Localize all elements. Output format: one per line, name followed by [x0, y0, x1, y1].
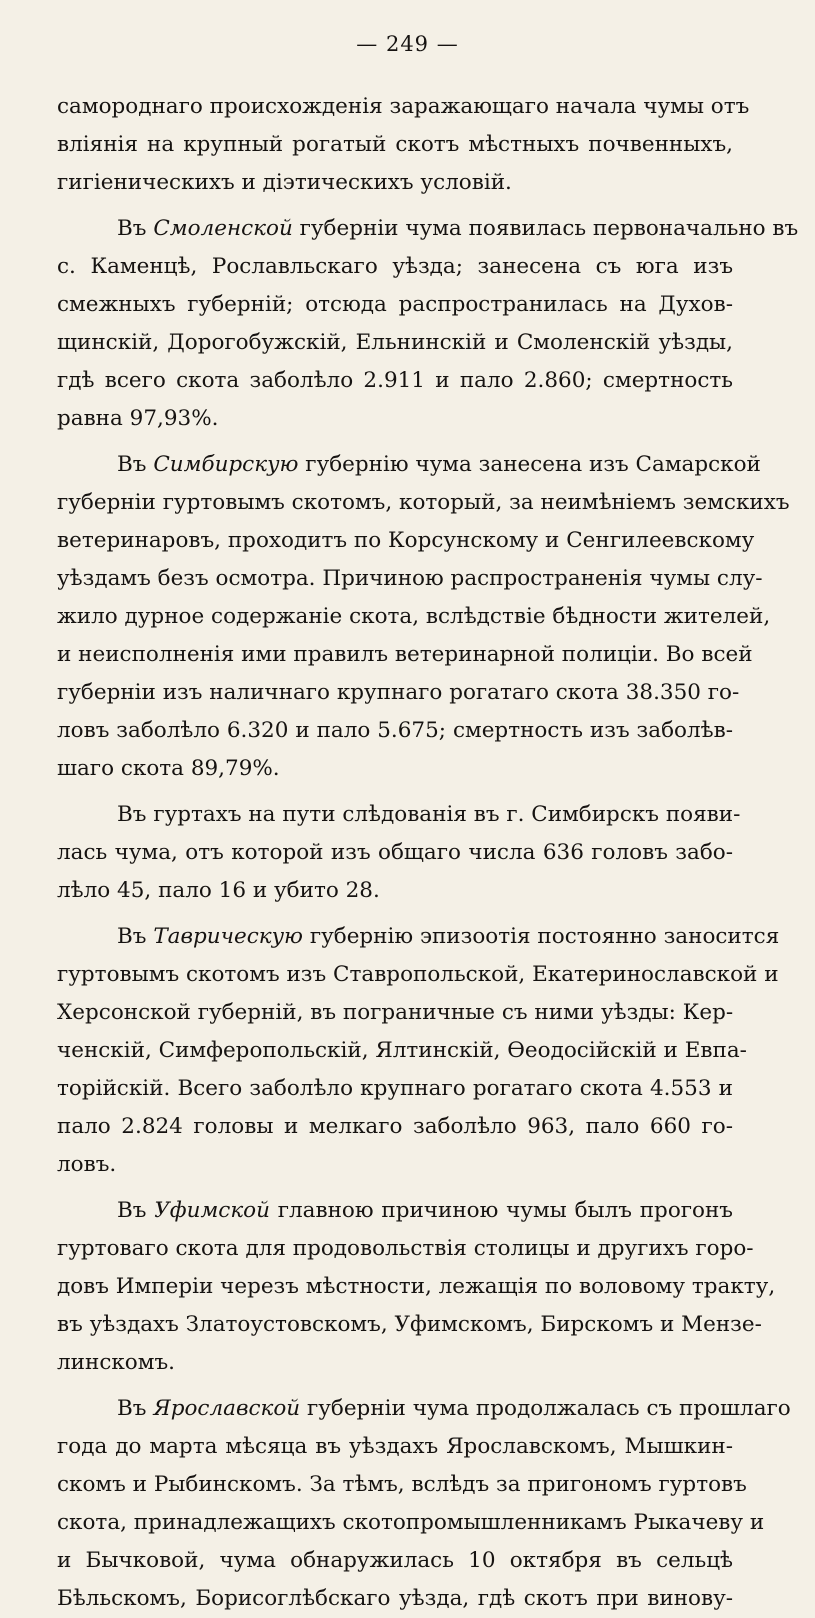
text-line: скомъ и Рыбинскомъ. За тѣмъ, вслѣдъ за пригономъ гуртовъ — [57, 1472, 747, 1497]
text-line: Въ гуртахъ на пути слѣдованія въ г. Симбирскъ появи- — [117, 802, 741, 827]
text-line: ловъ. — [57, 1152, 117, 1177]
text-line: года до марта мѣсяца въ уѣздахъ Ярославскомъ, Мышкин- — [57, 1434, 733, 1459]
text-line: губерніи изъ наличнаго крупнаго рогатаго скота 38.350 го- — [57, 680, 740, 705]
text-line: гуртоваго скота для продовольствія столицы и другихъ горо- — [57, 1236, 754, 1261]
text-line: Въ Уфимской главною причиною чумы былъ прогонъ — [117, 1198, 733, 1223]
text-line: пало 2.824 головы и мелкаго заболѣло 963, пало 660 го- — [57, 1114, 733, 1139]
text-line: линскомъ. — [57, 1350, 175, 1375]
text-line: лась чума, отъ которой изъ общаго числа 636 головъ забо- — [57, 840, 733, 865]
text-line: ченскій, Симферопольскій, Ялтинскій, Ѳеодосійскій и Евпа- — [57, 1038, 747, 1063]
text-line: равна 97,93%. — [57, 406, 219, 431]
italic-place-name: Смоленской — [153, 216, 293, 241]
text-line: гдѣ всего скота заболѣло 2.911 и пало 2.860; смертность — [57, 368, 733, 393]
body-text — [57, 88, 799, 1618]
italic-place-name: Уфимской — [154, 1198, 270, 1223]
text-line: довъ Имперіи черезъ мѣстности, лежащія по воловому тракту, — [57, 1274, 776, 1299]
text-line: смежныхъ губерній; отсюда распространилась на Духов- — [57, 292, 733, 317]
text-line: ветеринаровъ, проходитъ по Корсунскому и Сенгилеевскому — [57, 528, 755, 553]
text-line: Въ Таврическую губернію эпизоотія постоянно заносится — [117, 924, 780, 949]
text-line: шаго скота 89,79%. — [57, 756, 280, 781]
italic-place-name: Ярославской — [153, 1396, 301, 1421]
text-line: губерніи гуртовымъ скотомъ, который, за неимѣніемъ земскихъ — [57, 490, 790, 515]
text-line: и неисполненія ими правилъ ветеринарной полиціи. Во всей — [57, 642, 753, 667]
text-line: с. Каменцѣ, Рославльскаго уѣзда; занесена съ юга изъ — [57, 254, 733, 279]
text-line: Херсонской губерній, въ пограничные съ ними уѣзды: Кер- — [57, 1000, 734, 1025]
text-line: ловъ заболѣло 6.320 и пало 5.675; смертность изъ заболѣв- — [57, 718, 733, 743]
text-line: гуртовымъ скотомъ изъ Ставропольской, Екатеринославской и — [57, 962, 779, 987]
text-line: скота, принадлежащихъ скотопромышленникамъ Рыкачеву и — [57, 1510, 765, 1535]
page-number: — 249 — — [356, 32, 459, 56]
text-line: Въ Симбирскую губернію чума занесена изъ Самарской — [117, 452, 761, 477]
italic-place-name: Симбирскую — [153, 452, 299, 477]
text-line: Въ Смоленской губерніи чума появилась первоначально въ — [117, 216, 799, 241]
text-line: Бѣльскомъ, Борисоглѣбскаго уѣзда, гдѣ скотъ при винову- — [57, 1586, 733, 1611]
text-line: торійскій. Всего заболѣло крупнаго рогатаго скота 4.553 и — [57, 1076, 733, 1101]
text-line: щинскій, Дорогобужскій, Ельнинскій и Смоленскій уѣзды, — [57, 330, 733, 355]
text-line: лѣло 45, пало 16 и убито 28. — [57, 878, 380, 903]
text-line: и Бычковой, чума обнаружилась 10 октября въ сельцѣ — [57, 1548, 733, 1573]
text-line: Въ Ярославской губерніи чума продолжалась съ прошлаго — [117, 1396, 791, 1421]
text-line: уѣздамъ безъ осмотра. Причиною распространенія чумы слу- — [57, 566, 763, 591]
text-line: гигіеническихъ и діэтическихъ условій. — [57, 170, 512, 195]
italic-place-name: Таврическую — [153, 924, 303, 949]
text-line: жило дурное содержаніе скота, вслѣдствіе бѣдности жителей, — [57, 604, 771, 629]
text-line: вліянія на крупный рогатый скотъ мѣстныхъ почвенныхъ, — [57, 132, 733, 157]
text-line: самороднаго происхожденія заражающаго начала чумы отъ — [57, 94, 750, 119]
text-line: въ уѣздахъ Златоустовскомъ, Уфимскомъ, Бирскомъ и Мензе- — [57, 1312, 762, 1337]
